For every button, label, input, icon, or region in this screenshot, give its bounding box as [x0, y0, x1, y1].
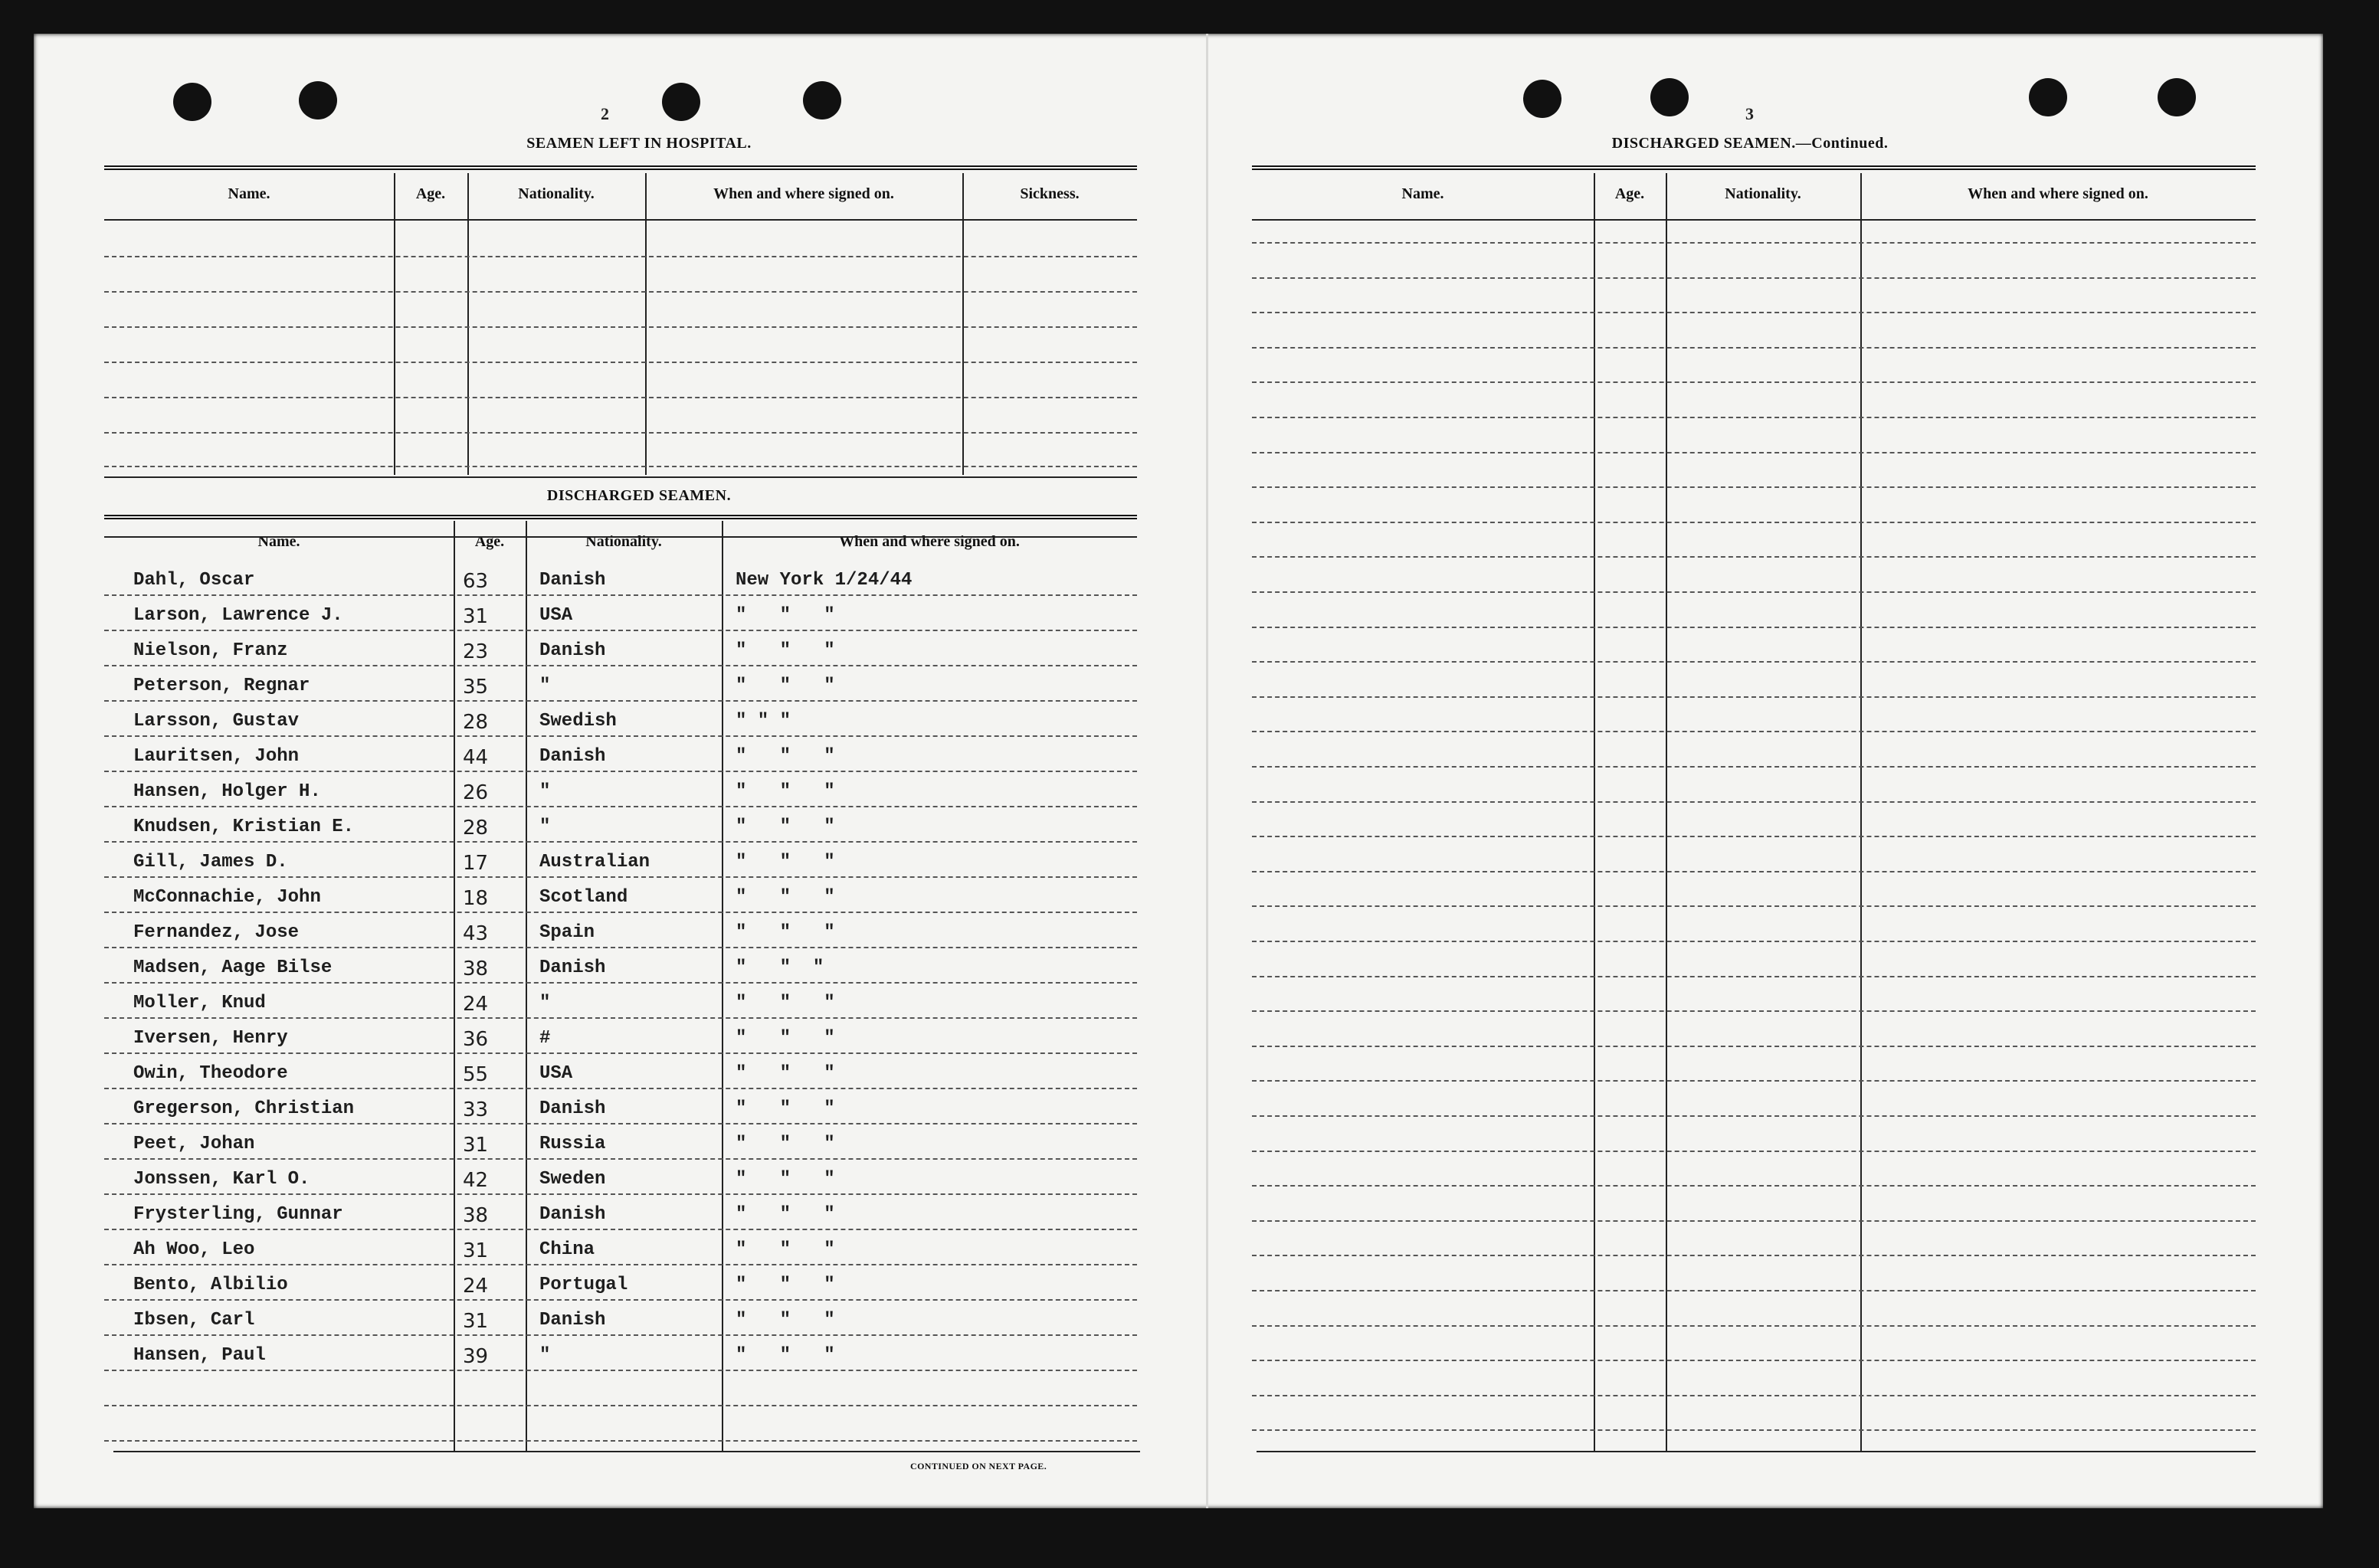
hospital-row-line — [104, 362, 1137, 363]
hospital-col-divider — [962, 173, 964, 475]
seaman-age: 35 — [463, 676, 489, 699]
discharged-bottom-rule — [113, 1451, 1140, 1452]
document-sheet — [34, 34, 2323, 1508]
row-line — [1252, 1046, 2256, 1047]
row-line — [104, 1440, 1137, 1442]
row-line — [1252, 801, 2256, 803]
seaman-nationality: Australian — [539, 852, 650, 872]
seaman-age: 43 — [463, 922, 489, 945]
seaman-nationality: Danish — [539, 640, 606, 661]
row-line — [104, 1088, 1137, 1089]
seaman-nationality: Danish — [539, 957, 606, 978]
page-number: 2 — [601, 104, 609, 123]
seaman-signed-on: " " " — [736, 711, 791, 732]
hospital-row-line — [104, 432, 1137, 434]
row-line — [104, 1405, 1137, 1406]
hospital-col-divider — [467, 173, 469, 475]
seaman-nationality: " — [539, 676, 551, 696]
seaman-name: Bento, Albilio — [133, 1275, 288, 1295]
discharged-header-rule-visible — [104, 536, 1137, 538]
row-line — [104, 1299, 1137, 1301]
hospital-row-line — [104, 291, 1137, 293]
row-line — [1252, 871, 2256, 872]
seaman-age: 38 — [463, 957, 489, 980]
discharged-col-divider — [454, 521, 455, 1451]
row-line — [1252, 905, 2256, 907]
row-line — [1252, 941, 2256, 942]
continued-note: CONTINUED ON NEXT PAGE. — [910, 1461, 1047, 1471]
seaman-signed-on: " " " — [736, 1310, 835, 1331]
page-fold — [1206, 34, 1208, 1508]
row-line — [1252, 976, 2256, 977]
right-col-divider — [1594, 173, 1595, 1451]
row-line — [1252, 1185, 2256, 1187]
seaman-name: Peet, Johan — [133, 1134, 255, 1154]
seaman-nationality: USA — [539, 1063, 573, 1084]
seaman-name: Fernandez, Jose — [133, 922, 300, 943]
punch-hole — [2029, 78, 2067, 116]
seaman-nationality: " — [539, 817, 551, 837]
seaman-signed-on: " " " — [736, 1098, 835, 1119]
row-line — [104, 947, 1137, 948]
seaman-signed-on: " " " — [736, 1345, 835, 1366]
seaman-age: 31 — [463, 1310, 489, 1333]
seaman-signed-on: " " " — [736, 1028, 835, 1049]
punch-hole — [1650, 78, 1689, 116]
hospital-col-divider — [645, 173, 647, 475]
seaman-name: Peterson, Regnar — [133, 676, 310, 696]
seaman-name: Hansen, Paul — [133, 1345, 266, 1366]
row-line — [1252, 1010, 2256, 1012]
seaman-name: McConnachie, John — [133, 887, 321, 908]
discharged-col-signed: When and where signed on. — [839, 533, 1020, 550]
seaman-nationality: " — [539, 781, 551, 802]
seaman-age: 17 — [463, 852, 489, 875]
hospital-row-line — [104, 397, 1137, 398]
row-line — [1252, 1080, 2256, 1082]
seaman-name: Lauritsen, John — [133, 746, 300, 767]
seaman-signed-on: " " " — [736, 817, 835, 837]
right-bottom-rule — [1257, 1451, 2256, 1452]
row-line — [1252, 661, 2256, 663]
row-line — [104, 912, 1137, 913]
hospital-col-nationality: Nationality. — [518, 185, 595, 202]
seaman-nationality: Russia — [539, 1134, 606, 1154]
punch-hole — [2158, 78, 2196, 116]
hospital-header-rule — [104, 219, 1137, 221]
seaman-age: 39 — [463, 1345, 489, 1368]
row-line — [1252, 1115, 2256, 1117]
hospital-section-title: SEAMEN LEFT IN HOSPITAL. — [526, 135, 752, 152]
seaman-age: 55 — [463, 1063, 489, 1086]
right-header-rule — [1252, 219, 2256, 221]
seaman-nationality: Scotland — [539, 887, 628, 908]
seaman-age: 28 — [463, 711, 489, 734]
seaman-nationality: USA — [539, 605, 573, 626]
seaman-signed-on: " " " — [736, 781, 835, 802]
row-line — [1252, 522, 2256, 523]
seaman-nationality: Danish — [539, 1310, 606, 1331]
row-line — [104, 841, 1137, 843]
seaman-age: 24 — [463, 1275, 489, 1298]
hospital-row-line — [104, 466, 1137, 467]
row-line — [104, 1370, 1137, 1371]
hospital-top-rule — [104, 165, 1137, 170]
seaman-name: Hansen, Holger H. — [133, 781, 321, 802]
seaman-age: 42 — [463, 1169, 489, 1192]
seaman-signed-on: " " " — [736, 1275, 835, 1295]
seaman-age: 31 — [463, 1134, 489, 1157]
seaman-age: 24 — [463, 993, 489, 1016]
seaman-age: 63 — [463, 570, 489, 593]
seaman-signed-on: " " " — [736, 1169, 835, 1190]
discharged-top-rule — [104, 515, 1137, 519]
row-line — [104, 1229, 1137, 1230]
row-line — [104, 1264, 1137, 1265]
discharged-section-title: DISCHARGED SEAMEN. — [546, 487, 732, 504]
row-line — [1252, 1395, 2256, 1396]
row-line — [1252, 1220, 2256, 1222]
seaman-age: 38 — [463, 1204, 489, 1227]
seaman-nationality: Sweden — [539, 1169, 606, 1190]
discharged-col-age: Age. — [474, 533, 505, 550]
row-line — [104, 1017, 1137, 1019]
right-top-rule — [1252, 165, 2256, 170]
row-line — [1252, 836, 2256, 837]
row-line — [104, 806, 1137, 807]
row-line — [1252, 1255, 2256, 1256]
seaman-name: Frysterling, Gunnar — [133, 1204, 343, 1225]
hospital-col-divider — [394, 173, 395, 475]
punch-hole — [662, 83, 700, 121]
row-line — [104, 1193, 1137, 1195]
seaman-name: Madsen, Aage Bilse — [133, 957, 333, 978]
row-line — [1252, 1325, 2256, 1327]
hospital-col-signed: When and where signed on. — [713, 185, 894, 202]
seaman-nationality: # — [539, 1028, 551, 1049]
right-section-title: DISCHARGED SEAMEN.—Continued. — [1611, 135, 1889, 152]
row-line — [1252, 627, 2256, 628]
seaman-nationality: Danish — [539, 1204, 606, 1225]
row-line — [1252, 381, 2256, 383]
row-line — [1252, 1290, 2256, 1291]
row-line — [1252, 1429, 2256, 1431]
row-line — [1252, 486, 2256, 488]
seaman-name: Dahl, Oscar — [133, 570, 255, 591]
seaman-nationality: Danish — [539, 746, 606, 767]
seaman-signed-on: New York 1/24/44 — [736, 570, 913, 591]
discharged-col-name: Name. — [257, 533, 300, 550]
row-line — [104, 700, 1137, 702]
right-col-signed: When and where signed on. — [1968, 185, 2148, 202]
row-line — [104, 1334, 1137, 1336]
seaman-name: Jonssen, Karl O. — [133, 1169, 310, 1190]
seaman-name: Nielson, Franz — [133, 640, 288, 661]
row-line — [104, 771, 1137, 772]
seaman-name: Knudsen, Kristian E. — [133, 817, 355, 837]
seaman-age: 33 — [463, 1098, 489, 1121]
seaman-age: 31 — [463, 1239, 489, 1262]
seaman-age: 28 — [463, 817, 489, 840]
row-line — [1252, 1151, 2256, 1152]
seaman-nationality: " — [539, 993, 551, 1013]
row-line — [1252, 731, 2256, 732]
row-line — [104, 1158, 1137, 1160]
seaman-signed-on: " " " — [736, 605, 835, 626]
seaman-age: 31 — [463, 605, 489, 628]
discharged-col-divider — [722, 521, 723, 1451]
seaman-signed-on: " " " — [736, 676, 835, 696]
seaman-signed-on: " " " — [736, 993, 835, 1013]
hospital-col-sickness: Sickness. — [1020, 185, 1080, 202]
right-col-nationality: Nationality. — [1725, 185, 1801, 202]
row-line — [1252, 556, 2256, 558]
hospital-row-line — [104, 256, 1137, 257]
seaman-nationality: " — [539, 1345, 551, 1366]
row-line — [1252, 591, 2256, 593]
seaman-nationality: Danish — [539, 1098, 606, 1119]
row-line — [104, 1052, 1137, 1054]
seaman-nationality: Portugal — [539, 1275, 628, 1295]
row-line — [104, 735, 1137, 737]
seaman-age: 36 — [463, 1028, 489, 1051]
seaman-signed-on: " " " — [736, 922, 835, 943]
seaman-name: Owin, Theodore — [133, 1063, 288, 1084]
row-line — [104, 1123, 1137, 1124]
row-line — [1252, 696, 2256, 698]
row-line — [104, 665, 1137, 666]
row-line — [1252, 417, 2256, 418]
row-line — [1252, 312, 2256, 313]
seaman-name: Gill, James D. — [133, 852, 288, 872]
hospital-bottom-rule — [104, 476, 1137, 478]
hospital-col-name: Name. — [228, 185, 270, 202]
hospital-col-age: Age. — [415, 185, 446, 202]
right-col-divider — [1860, 173, 1862, 1451]
seaman-age: 18 — [463, 887, 489, 910]
discharged-col-nationality: Nationality. — [585, 533, 662, 550]
seaman-name: Iversen, Henry — [133, 1028, 288, 1049]
punch-hole — [173, 83, 211, 121]
seaman-signed-on: " " " — [736, 957, 824, 978]
row-line — [1252, 347, 2256, 349]
seaman-nationality: China — [539, 1239, 595, 1260]
seaman-signed-on: " " " — [736, 1239, 835, 1260]
right-col-age: Age. — [1614, 185, 1645, 202]
row-line — [1252, 766, 2256, 768]
seaman-age: 26 — [463, 781, 489, 804]
row-line — [1252, 277, 2256, 279]
punch-hole — [803, 81, 841, 119]
row-line — [104, 594, 1137, 596]
seaman-age: 44 — [463, 746, 489, 769]
seaman-name: Moller, Knud — [133, 993, 266, 1013]
discharged-col-divider — [526, 521, 527, 1451]
row-line — [104, 630, 1137, 631]
seaman-signed-on: " " " — [736, 1134, 835, 1154]
seaman-signed-on: " " " — [736, 640, 835, 661]
right-col-name: Name. — [1401, 185, 1444, 202]
seaman-nationality: Swedish — [539, 711, 617, 732]
seaman-signed-on: " " " — [736, 1063, 835, 1084]
punch-hole — [299, 81, 337, 119]
seaman-name: Ah Woo, Leo — [133, 1239, 255, 1260]
seaman-name: Larsson, Gustav — [133, 711, 300, 732]
seaman-signed-on: " " " — [736, 1204, 835, 1225]
seaman-name: Larson, Lawrence J. — [133, 605, 343, 626]
seaman-signed-on: " " " — [736, 852, 835, 872]
row-line — [1252, 1360, 2256, 1361]
seaman-signed-on: " " " — [736, 746, 835, 767]
row-line — [1252, 452, 2256, 453]
seaman-nationality: Danish — [539, 570, 606, 591]
right-col-divider — [1666, 173, 1667, 1451]
seaman-name: Gregerson, Christian — [133, 1098, 355, 1119]
row-line — [1252, 242, 2256, 244]
seaman-name: Ibsen, Carl — [133, 1310, 255, 1331]
punch-hole — [1523, 80, 1561, 118]
row-line — [104, 876, 1137, 878]
seaman-nationality: Spain — [539, 922, 595, 943]
page-number: 3 — [1745, 104, 1754, 123]
row-line — [104, 982, 1137, 984]
hospital-row-line — [104, 326, 1137, 328]
seaman-age: 23 — [463, 640, 489, 663]
seaman-signed-on: " " " — [736, 887, 835, 908]
